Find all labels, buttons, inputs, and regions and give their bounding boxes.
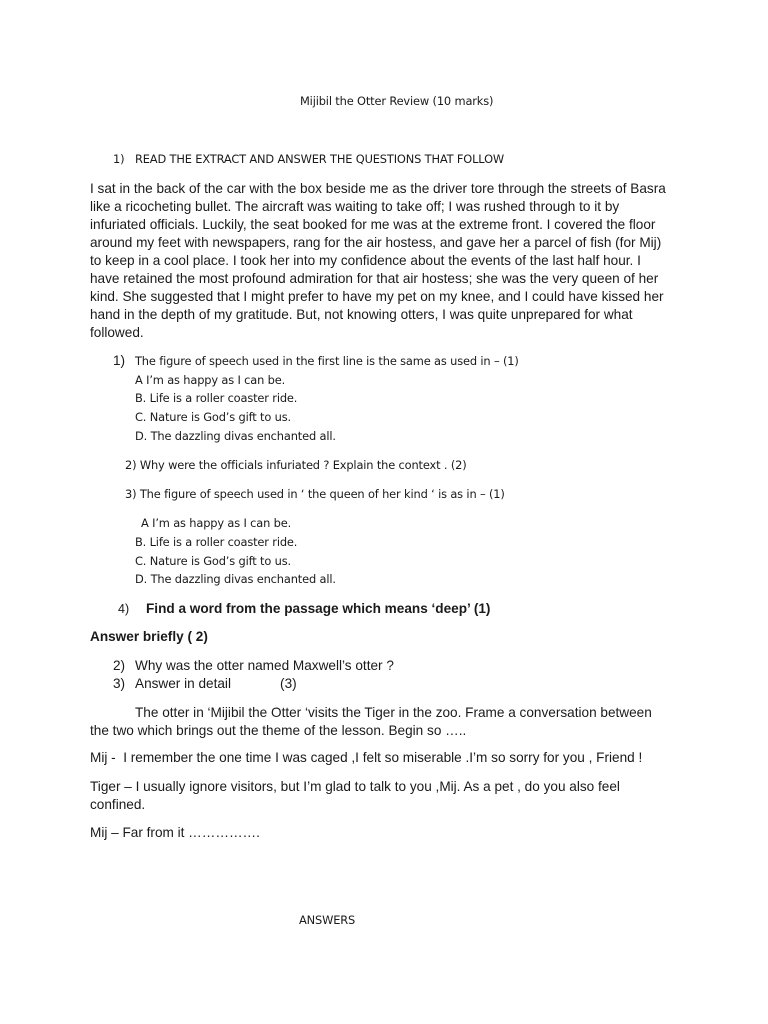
tiger-line: confined. [90,797,146,812]
section-heading: READ THE EXTRACT AND ANSWER THE QUESTIONS THAT FOLLOW [135,152,505,166]
answers-heading: ANSWERS [299,913,356,927]
passage [90,180,690,342]
question-3-text: 3) The figure of speech used in ‘ the queen of her kind ‘ is as in – (1) [125,487,505,501]
passage-line: to keep in a cool place. I took her into my confidence about the events of the last half hour. I [90,253,641,268]
passage-line: hand in the depth of my gratitude. But, not knowing otters, I was quite unprepared for what [90,307,633,322]
passage-line: I sat in the back of the car with the box beside me as the driver tore through the streets of Basra [90,181,666,196]
passage-line: infuriated officials. Luckily, the seat booked for me was at the extreme front. I covered the floor [90,217,656,232]
answer-detail-number: 3) [113,676,126,691]
mij-reply: Mij – Far from it ……………. [90,825,260,840]
passage-line: like a ricocheting bullet. The aircraft was waiting to take off; I was rushed through to it by [90,199,620,214]
tiger-dialogue [90,778,690,814]
answer-briefly-question: Why was the otter named Maxwell’s otter ? [135,658,394,673]
section-number: 1) [113,152,125,166]
question-1-text: The figure of speech used in the first line is the same as used in – (1) [135,354,519,368]
question-2-text: 2) Why were the officials infuriated ? Explain the context . (2) [125,458,467,472]
question-3-option-a: A I’m as happy as I can be. [141,516,292,530]
answer-briefly-heading: Answer briefly ( 2) [90,629,208,644]
question-1-option-c: C. Nature is God’s gift to us. [135,410,291,424]
answer-detail-label: Answer in detail (3) [135,676,297,691]
question-4-text: Find a word from the passage which means ‘deep’ (1) [146,601,491,616]
question-4-number: 4) [118,602,130,616]
passage-line: followed. [90,325,144,340]
conversation-intro-line: the two which brings out the theme of the lesson. Begin so ….. [90,723,467,738]
conversation-intro [90,704,690,740]
answer-briefly-number: 2) [113,658,126,673]
passage-line: kind. She suggested that I might prefer to have my pet on my knee, and I could have kissed her [90,289,664,304]
passage-line: around my feet with newspapers, rang for the air hostess, and gave her a parcel of fish (for Mij) [90,235,662,250]
question-3-option-b: B. Life is a roller coaster ride. [135,535,298,549]
question-1-option-a: A I’m as happy as I can be. [135,373,286,387]
page-title: Mijibil the Otter Review (10 marks) [300,94,494,108]
passage-line: have retained the most profound admiration for that air hostess; she was the very queen of her [90,271,659,286]
question-3-option-d: D. The dazzling divas enchanted all. [135,572,336,586]
question-1-option-b: B. Life is a roller coaster ride. [135,391,298,405]
conversation-intro-line: The otter in ‘Mijibil the Otter ‘visits the Tiger in the zoo. Frame a conversation between [135,705,652,720]
question-1-option-d: D. The dazzling divas enchanted all. [135,429,336,443]
question-1-number: 1) [113,353,126,368]
question-3-option-c: C. Nature is God’s gift to us. [135,554,291,568]
mij-line: Mij - I remember the one time I was caged ,I felt so miserable .I’m so sorry for you , Friend ! [90,750,643,765]
tiger-line: Tiger – I usually ignore visitors, but I’m glad to talk to you ,Mij. As a pet , do you also feel [90,779,620,794]
